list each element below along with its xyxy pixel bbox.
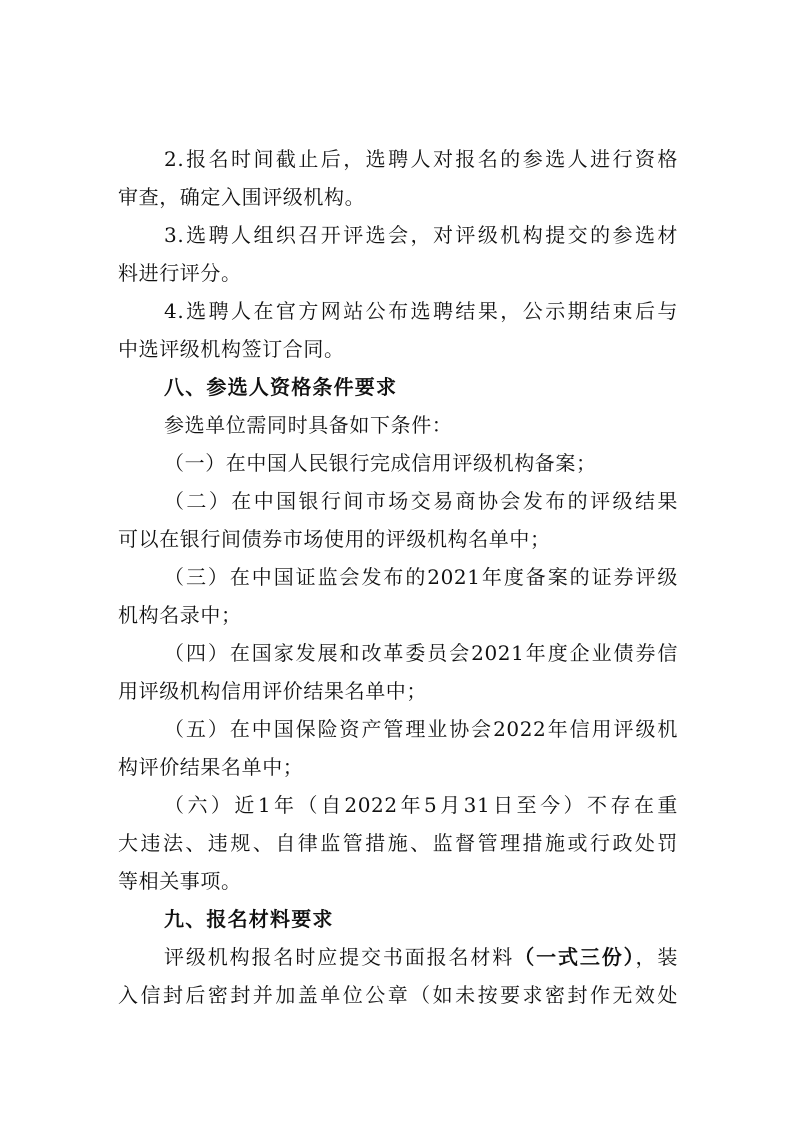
document-page xyxy=(118,140,678,1014)
condition-2-line-1: （二）在中国银行间市场交易商协会发布的评级结果 xyxy=(164,489,678,513)
condition-3-line-2: 机构名录中； xyxy=(118,603,242,627)
step-4-line-1: 4.选聘人在官方网站公布选聘结果，公示期结束后与 xyxy=(164,299,678,323)
section-9-para-after: ，装 xyxy=(635,945,678,969)
section-9-heading: 九、报名材料要求 xyxy=(164,907,334,931)
condition-6-line-2: 大违法、违规、自律监管措施、监督管理措施或行政处罚 xyxy=(118,831,678,855)
step-4-line-2: 中选评级机构签订合同。 xyxy=(118,337,345,361)
section-9-para-line-2: 入信封后密封并加盖单位公章（如未按要求密封作无效处 xyxy=(118,983,678,1007)
step-2-line-1: 2.报名时间截止后，选聘人对报名的参选人进行资格 xyxy=(164,147,678,171)
step-3-line-2: 料进行评分。 xyxy=(118,261,242,285)
section-8-heading: 八、参选人资格条件要求 xyxy=(164,375,398,399)
condition-1-line-1: （一）在中国人民银行完成信用评级机构备案； xyxy=(164,451,597,475)
condition-5-line-1: （五）在中国保险资产管理业协会2022年信用评级机 xyxy=(164,717,678,741)
section-9-para-bold: （一式三份） xyxy=(514,945,636,969)
condition-6-line-1: （六）近1年（自2022年5月31日至今）不存在重 xyxy=(164,793,678,817)
condition-3-line-1: （三）在中国证监会发布的2021年度备案的证券评级 xyxy=(164,565,678,589)
condition-4-line-1: （四）在国家发展和改革委员会2021年度企业债券信 xyxy=(164,641,678,665)
condition-2-line-2: 可以在银行间债券市场使用的评级机构名单中； xyxy=(118,527,551,551)
step-3-line-1: 3.选聘人组织召开评选会，对评级机构提交的参选材 xyxy=(164,223,678,247)
section-9-para-line-1 xyxy=(118,938,678,976)
section-8-intro: 参选单位需同时具备如下条件： xyxy=(164,413,453,437)
step-2-line-2: 审查，确定入围评级机构。 xyxy=(118,185,366,209)
condition-5-line-2: 构评价结果名单中； xyxy=(118,755,304,779)
section-9-para-start: 评级机构报名时应提交书面报名材料 xyxy=(164,945,515,969)
condition-4-line-2: 用评级机构信用评价结果名单中； xyxy=(118,679,427,703)
condition-6-line-3: 等相关事项。 xyxy=(118,869,242,893)
